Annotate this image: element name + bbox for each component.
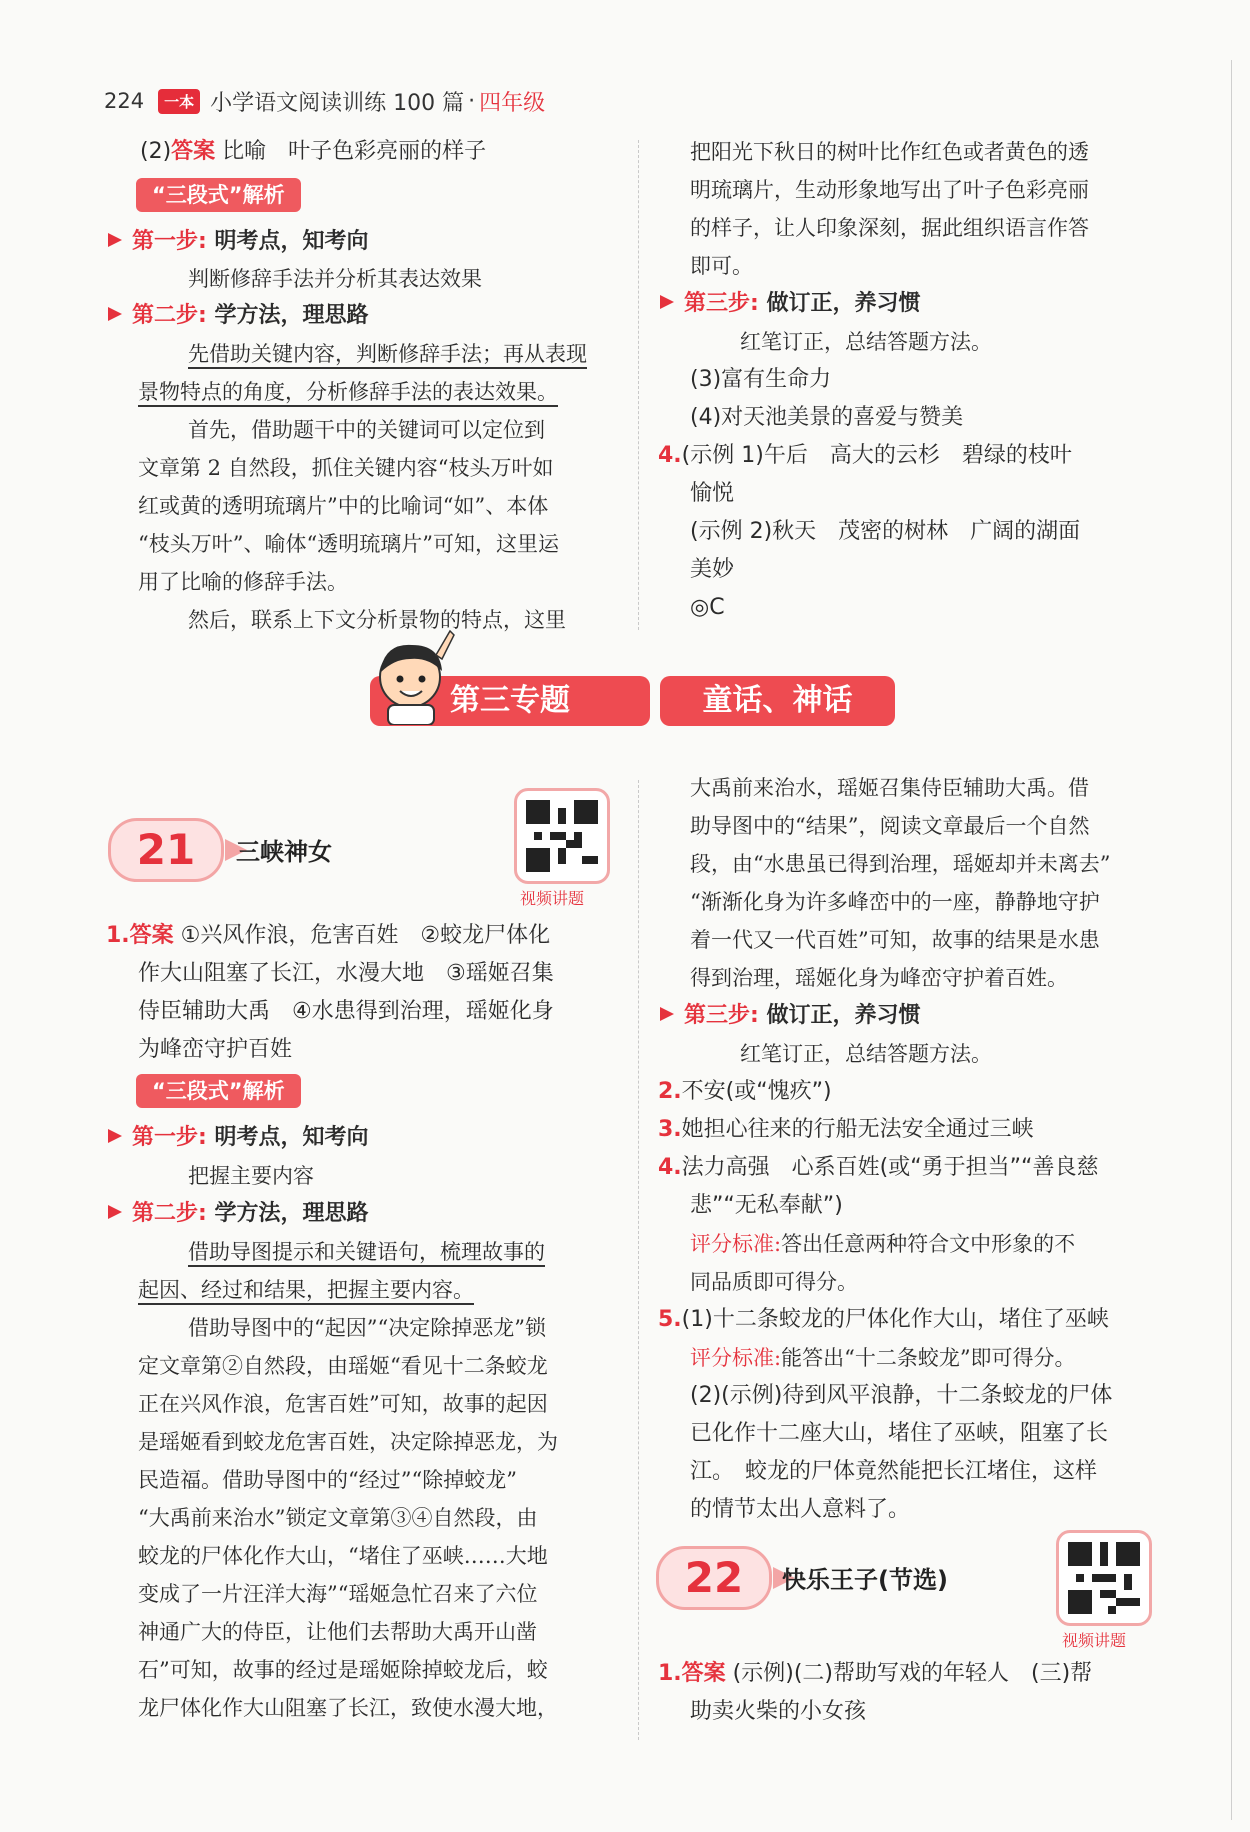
l21-a2: 2.不安(或“愧疚”)	[658, 1079, 832, 1104]
analysis-line: 助导图中的“结果”，阅读文章最后一个自然	[690, 814, 1090, 838]
cartoon-boy-icon	[366, 625, 458, 725]
arrow-icon	[660, 1007, 674, 1021]
l21-a1-cont: 侍臣辅助大禹 ④水患得到治理，瑶姬化身	[138, 999, 554, 1024]
analysis-line: 把阳光下秋日的树叶比作红色或者黄色的透	[690, 140, 1089, 164]
a4-extra: ◎C	[690, 595, 725, 620]
sanduanshi-pill: “三段式”解析	[136, 178, 301, 212]
analysis-line: 石”可知，故事的经过是瑶姬除掉蛟龙后，蛟	[138, 1658, 548, 1682]
analysis-line: 正在兴风作浪，危害百姓”可知，故事的起因	[138, 1392, 548, 1416]
qr-code-icon	[1068, 1542, 1140, 1614]
arrow-icon	[108, 233, 122, 247]
step1-heading: 第一步: 明考点，知考向	[108, 1120, 368, 1156]
arrow-icon	[660, 295, 674, 309]
analysis-line: 然后，联系上下文分析景物的特点，这里	[188, 608, 566, 632]
step3-heading: 第三步: 做订正，养习惯	[660, 286, 920, 322]
scoring-standard-cont: 同品质即可得分。	[690, 1270, 858, 1294]
page-number: 224	[104, 89, 145, 113]
analysis-line: 神通广大的侍臣，让他们去帮助大禹开山凿	[138, 1620, 537, 1644]
analysis-line: 民造福。借助导图中的“经过”“除掉蛟龙”	[138, 1468, 517, 1492]
qr-code-icon	[526, 800, 598, 872]
title-dot: ·	[468, 88, 476, 114]
series-title: 小学语文阅读训练 100 篇	[210, 90, 465, 116]
step2-method-line: 借助导图提示和关键语句，梳理故事的	[188, 1240, 545, 1264]
a4-example1-cont: 愉悦	[690, 481, 735, 506]
arrow-icon	[108, 1129, 122, 1143]
analysis-line: 文章第 2 自然段，抓住关键内容“枝头万叶如	[138, 456, 554, 480]
analysis-line: “大禹前来治水”锁定文章第③④自然段，由	[138, 1506, 538, 1530]
column-divider-top	[638, 140, 639, 630]
qr-caption: 视频讲题	[1062, 1631, 1127, 1650]
l21-a5-2-cont: 的情节太出人意料了。	[690, 1497, 911, 1522]
qr-code[interactable]	[514, 788, 610, 884]
analysis-line: 定文章第②自然段，由瑶姬“看见十二条蛟龙	[138, 1354, 548, 1378]
analysis-line: 大禹前来治水，瑶姬召集侍臣辅助大禹。借	[690, 776, 1089, 800]
column-divider-bottom	[638, 780, 639, 1740]
step2-heading: 第二步: 学方法，理思路	[108, 298, 368, 334]
l21-a4: 4.法力高强 心系百姓(或“勇于担当”“善良慈	[658, 1155, 1099, 1180]
a4-example2-cont: 美妙	[690, 557, 735, 582]
analysis-line: 首先，借助题干中的关键词可以定位到	[188, 418, 545, 442]
banner-topic-name: 童话、神话	[660, 676, 895, 726]
analysis-line: 变成了一片汪洋大海”“瑶姬急忙召来了六位	[138, 1582, 538, 1606]
banner-topic-number: 第三专题	[370, 676, 650, 726]
grade-label: 四年级	[479, 90, 546, 116]
qr-code[interactable]	[1056, 1530, 1152, 1626]
page-edge	[1231, 60, 1232, 1820]
step1-heading: 第一步: 明考点，知考向	[108, 224, 368, 260]
q2-answer: (2)答案 比喻 叶子色彩亮丽的样子	[140, 139, 487, 164]
step3-body: 红笔订正，总结答题方法。	[740, 330, 992, 354]
analysis-line: 的样子，让人印象深刻，据此组织语言作答	[690, 216, 1089, 240]
l21-a5-2-cont: 已化作十二座大山，堵住了巫峡，阻塞了长	[690, 1421, 1109, 1446]
step1-body: 把握主要内容	[188, 1164, 314, 1188]
brand-logo: 一本	[158, 89, 200, 114]
a4-example2: (示例 2)秋天 茂密的树林 广阔的湖面	[690, 519, 1081, 544]
analysis-line: 明琉璃片，生动形象地写出了叶子色彩亮丽	[690, 178, 1089, 202]
scoring-standard: 评分标准:能答出“十二条蛟龙”即可得分。	[690, 1346, 1076, 1370]
analysis-line: 是瑶姬看到蛟龙危害百姓，决定除掉恶龙，为	[138, 1430, 558, 1454]
l21-a5-2: (2)(示例)待到风平浪静，十二条蛟龙的尸体	[690, 1383, 1113, 1408]
step2-method-line: 景物特点的角度，分析修辞手法的表达效果。	[138, 380, 558, 404]
l22-a1: 1.答案 (示例)(二)帮助写戏的年轻人 (三)帮	[658, 1661, 1093, 1686]
l21-a3: 3.她担心往来的行船无法安全通过三峡	[658, 1117, 1034, 1142]
analysis-line: 着一代又一代百姓”可知，故事的结果是水患	[690, 928, 1100, 952]
step2-method-line: 起因、经过和结果，把握主要内容。	[138, 1278, 474, 1302]
analysis-line: 蛟龙的尸体化作大山，“堵住了巫峡……大地	[138, 1544, 548, 1568]
step3-body: 红笔订正，总结答题方法。	[740, 1042, 992, 1066]
analysis-line: “枝头万叶”、喻体“透明琉璃片”可知，这里运	[138, 532, 559, 556]
lesson-title: 快乐王子(节选)	[782, 1566, 948, 1594]
step1-body: 判断修辞手法并分析其表达效果	[188, 267, 482, 291]
sanduanshi-pill: “三段式”解析	[136, 1074, 301, 1108]
a4-example1: 4.(示例 1)午后 高大的云杉 碧绿的枝叶	[658, 443, 1072, 468]
step2-method-line: 先借助关键内容，判断修辞手法；再从表现	[188, 342, 587, 366]
analysis-line: 段，由“水患虽已得到治理，瑶姬却并未离去”	[690, 852, 1111, 876]
analysis-line: “渐渐化身为许多峰峦中的一座，静静地守护	[690, 890, 1100, 914]
analysis-line: 红或黄的透明琉璃片”中的比喻词“如”、本体	[138, 494, 549, 518]
q4-answer: (4)对天池美景的喜爱与赞美	[690, 405, 964, 430]
step2-heading: 第二步: 学方法，理思路	[108, 1196, 368, 1232]
analysis-line: 借助导图中的“起因”“决定除掉恶龙”锁	[188, 1316, 546, 1340]
l21-a5: 5.(1)十二条蛟龙的尸体化作大山，堵住了巫峡	[658, 1307, 1109, 1332]
qr-caption: 视频讲题	[520, 889, 585, 908]
analysis-line: 龙尸体化作大山阻塞了长江，致使水漫大地，	[138, 1696, 558, 1720]
page-header	[104, 86, 545, 116]
analysis-line: 用了比喻的修辞手法。	[138, 570, 348, 594]
arrow-icon	[108, 1205, 122, 1219]
arrow-icon	[108, 307, 122, 321]
lesson-number-badge: 21	[108, 818, 224, 882]
l22-a1-cont: 助卖火柴的小女孩	[690, 1699, 867, 1724]
analysis-line: 即可。	[690, 254, 753, 278]
l21-a1-cont: 为峰峦守护百姓	[138, 1037, 293, 1062]
lesson-title: 三峡神女	[236, 838, 332, 866]
l21-a1: 1.答案 ①兴风作浪，危害百姓 ②蛟龙尸体化	[106, 923, 551, 948]
scoring-standard: 评分标准:答出任意两种符合文中形象的不	[690, 1232, 1076, 1256]
l21-a5-2-cont: 江。 蛟龙的尸体竟然能把长江堵住，这样	[690, 1459, 1098, 1484]
l21-a4-cont: 悲”“无私奉献”)	[690, 1193, 843, 1218]
q3-answer: (3)富有生命力	[690, 367, 832, 392]
l21-a1-cont: 作大山阻塞了长江，水漫大地 ③瑶姬召集	[138, 961, 554, 986]
step3-heading: 第三步: 做订正，养习惯	[660, 998, 920, 1034]
analysis-line: 得到治理，瑶姬化身为峰峦守护着百姓。	[690, 966, 1068, 990]
lesson-number-badge: 22	[656, 1546, 772, 1610]
